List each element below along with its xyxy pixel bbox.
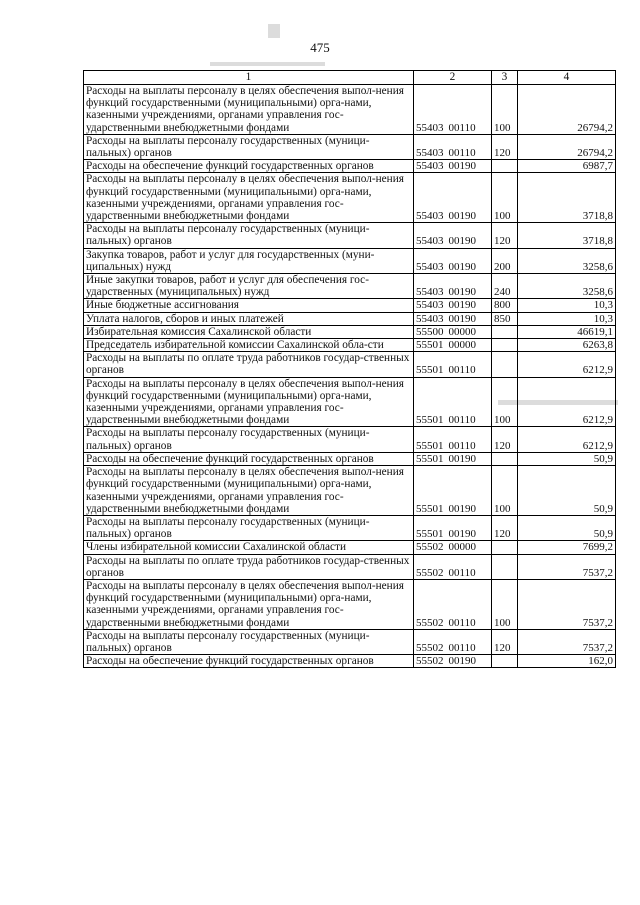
row-target-code: [414, 427, 492, 452]
table-row: [84, 134, 616, 159]
row-description: Расходы на выплаты по оплате труда работников государ-ственных органов: [84, 554, 414, 579]
code-program-part: 55403: [416, 160, 444, 173]
code-program-part: 55501: [416, 528, 444, 541]
row-expense-type: 100: [492, 466, 518, 516]
row-target-code: [414, 579, 492, 629]
code-program-part: 55502: [416, 641, 444, 654]
row-description: Расходы на выплаты персоналу государственных (муници-пальных) органов: [84, 629, 414, 654]
row-description: Избирательная комиссия Сахалинской области: [84, 325, 414, 338]
code-program-part: 55502: [416, 655, 444, 668]
row-amount: 6212,9: [518, 352, 616, 377]
row-amount: 6212,9: [518, 377, 616, 427]
table-row: [84, 452, 616, 465]
code-direction-part: 00000: [448, 325, 476, 338]
code-direction-part: 00110: [448, 616, 476, 629]
code-direction-part: 00000: [448, 339, 476, 352]
code-direction-part: 00190: [448, 160, 476, 173]
row-amount: 3258,6: [518, 248, 616, 273]
scan-noise-mark: [210, 62, 325, 66]
code-direction-part: 00110: [448, 414, 476, 427]
row-target-code: [414, 352, 492, 377]
row-target-code: [414, 85, 492, 135]
row-amount: 6212,9: [518, 427, 616, 452]
code-direction-part: 00190: [448, 655, 476, 668]
row-description: Расходы на обеспечение функций государственных органов: [84, 452, 414, 465]
row-target-code: [414, 325, 492, 338]
row-description: Расходы на выплаты по оплате труда работников государ-ственных органов: [84, 352, 414, 377]
table-row: [84, 554, 616, 579]
row-amount: 50,9: [518, 466, 616, 516]
row-target-code: [414, 452, 492, 465]
row-description: Расходы на выплаты персоналу в целях обеспечения выпол-нения функций государственными (муниципальными) орга-нами, казенными учреждениями, органами управления гос-ударственными внебюджетными фондами: [84, 377, 414, 427]
code-program-part: 55500: [416, 325, 444, 338]
table-row: [84, 629, 616, 654]
row-expense-type: 100: [492, 579, 518, 629]
code-program-part: 55501: [416, 414, 444, 427]
budget-table: [83, 70, 616, 668]
table-row: [84, 515, 616, 540]
table-row: [84, 223, 616, 248]
row-expense-type: [492, 655, 518, 668]
code-direction-part: 00190: [448, 452, 476, 465]
row-amount: 6987,7: [518, 160, 616, 173]
table-row: [84, 427, 616, 452]
row-expense-type: 100: [492, 85, 518, 135]
row-amount: 46619,1: [518, 325, 616, 338]
row-description: Закупка товаров, работ и услуг для государственных (муни-ципальных) нужд: [84, 248, 414, 273]
row-amount: 10,3: [518, 299, 616, 312]
table-row: [84, 325, 616, 338]
code-program-part: 55501: [416, 502, 444, 515]
row-target-code: [414, 541, 492, 554]
row-amount: 3718,8: [518, 173, 616, 223]
row-target-code: [414, 554, 492, 579]
row-description: Расходы на обеспечение функций государственных органов: [84, 160, 414, 173]
row-amount: 26794,2: [518, 85, 616, 135]
table-row: [84, 541, 616, 554]
code-direction-part: 00190: [448, 210, 476, 223]
row-description: Расходы на выплаты персоналу в целях обеспечения выпол-нения функций государственными (муниципальными) орга-нами, казенными учреждениями, органами управления гос-ударственными внебюджетными фондами: [84, 466, 414, 516]
row-amount: 10,3: [518, 312, 616, 325]
row-expense-type: 120: [492, 134, 518, 159]
code-direction-part: 00110: [448, 147, 476, 160]
row-amount: 7537,2: [518, 629, 616, 654]
row-amount: 50,9: [518, 515, 616, 540]
table-row: [84, 85, 616, 135]
code-direction-part: 00190: [448, 260, 476, 273]
row-description: Иные бюджетные ассигнования: [84, 299, 414, 312]
row-amount: 6263,8: [518, 339, 616, 352]
scan-noise-mark: [268, 24, 280, 38]
row-description: Расходы на выплаты персоналу государственных (муници-пальных) органов: [84, 134, 414, 159]
row-description: Уплата налогов, сборов и иных платежей: [84, 312, 414, 325]
code-program-part: 55403: [416, 210, 444, 223]
code-program-part: 55403: [416, 121, 444, 134]
code-program-part: 55502: [416, 616, 444, 629]
row-expense-type: [492, 352, 518, 377]
table-row: [84, 352, 616, 377]
code-direction-part: 00000: [448, 541, 476, 554]
row-description: Члены избирательной комиссии Сахалинской области: [84, 541, 414, 554]
row-amount: 7537,2: [518, 554, 616, 579]
row-description: Иные закупки товаров, работ и услуг для обеспечения гос-ударственных (муниципальных) нужд: [84, 274, 414, 299]
code-program-part: 55403: [416, 260, 444, 273]
table-row: [84, 655, 616, 668]
row-expense-type: 240: [492, 274, 518, 299]
row-expense-type: 120: [492, 427, 518, 452]
code-direction-part: 00190: [448, 528, 476, 541]
row-expense-type: 120: [492, 223, 518, 248]
row-expense-type: [492, 160, 518, 173]
row-amount: 3718,8: [518, 223, 616, 248]
table-header-row: [84, 71, 616, 85]
row-expense-type: 100: [492, 377, 518, 427]
table-row: [84, 339, 616, 352]
code-direction-part: 00190: [448, 235, 476, 248]
code-direction-part: 00190: [448, 312, 476, 325]
table-row: [84, 248, 616, 273]
table-row: [84, 579, 616, 629]
code-program-part: 55403: [416, 286, 444, 299]
row-description: Расходы на выплаты персоналу в целях обеспечения выпол-нения функций государственными (муниципальными) орга-нами, казенными учреждениями, органами управления гос-ударственными внебюджетными фондами: [84, 85, 414, 135]
row-description: Расходы на выплаты персоналу государственных (муници-пальных) органов: [84, 427, 414, 452]
code-program-part: 55403: [416, 235, 444, 248]
code-direction-part: 00190: [448, 502, 476, 515]
row-expense-type: 850: [492, 312, 518, 325]
column-header-expense-type: 3: [492, 71, 518, 85]
code-direction-part: 00110: [448, 641, 476, 654]
code-program-part: 55501: [416, 452, 444, 465]
row-expense-type: 100: [492, 173, 518, 223]
row-target-code: [414, 160, 492, 173]
row-expense-type: 120: [492, 515, 518, 540]
code-program-part: 55501: [416, 439, 444, 452]
code-program-part: 55403: [416, 312, 444, 325]
code-program-part: 55403: [416, 147, 444, 160]
row-target-code: [414, 515, 492, 540]
code-direction-part: 00190: [448, 286, 476, 299]
column-header-target-code: 2: [414, 71, 492, 85]
row-target-code: [414, 299, 492, 312]
row-description: Расходы на выплаты персоналу государственных (муници-пальных) органов: [84, 223, 414, 248]
row-amount: 50,9: [518, 452, 616, 465]
row-amount: 3258,6: [518, 274, 616, 299]
row-expense-type: [492, 325, 518, 338]
table-row: [84, 173, 616, 223]
code-program-part: 55501: [416, 339, 444, 352]
row-target-code: [414, 223, 492, 248]
row-expense-type: 200: [492, 248, 518, 273]
table-row: [84, 312, 616, 325]
row-description: Расходы на выплаты персоналу в целях обеспечения выпол-нения функций государственными (муниципальными) орга-нами, казенными учреждениями, органами управления гос-ударственными внебюджетными фондами: [84, 173, 414, 223]
table-row: [84, 299, 616, 312]
row-target-code: [414, 312, 492, 325]
code-program-part: 55502: [416, 541, 444, 554]
code-direction-part: 00110: [448, 121, 476, 134]
row-amount: 7537,2: [518, 579, 616, 629]
code-direction-part: 00110: [448, 566, 476, 579]
row-description: Расходы на выплаты персоналу государственных (муници-пальных) органов: [84, 515, 414, 540]
row-expense-type: [492, 339, 518, 352]
table-row: [84, 377, 616, 427]
row-description: Расходы на выплаты персоналу в целях обеспечения выпол-нения функций государственными (муниципальными) орга-нами, казенными учреждениями, органами управления гос-ударственными внебюджетными фондами: [84, 579, 414, 629]
column-header-description: 1: [84, 71, 414, 85]
row-target-code: [414, 339, 492, 352]
code-direction-part: 00110: [448, 364, 476, 377]
row-target-code: [414, 629, 492, 654]
row-expense-type: [492, 541, 518, 554]
column-header-amount: 4: [518, 71, 616, 85]
row-expense-type: 120: [492, 629, 518, 654]
row-target-code: [414, 466, 492, 516]
code-program-part: 55501: [416, 364, 444, 377]
row-target-code: [414, 134, 492, 159]
row-expense-type: 800: [492, 299, 518, 312]
code-direction-part: 00110: [448, 439, 476, 452]
row-amount: 162,0: [518, 655, 616, 668]
row-target-code: [414, 377, 492, 427]
row-target-code: [414, 274, 492, 299]
code-program-part: 55502: [416, 566, 444, 579]
page-number: 475: [310, 40, 330, 55]
row-amount: 26794,2: [518, 134, 616, 159]
table-row: [84, 466, 616, 516]
code-direction-part: 00190: [448, 299, 476, 312]
row-description: Председатель избирательной комиссии Сахалинской обла-сти: [84, 339, 414, 352]
row-amount: 7699,2: [518, 541, 616, 554]
row-expense-type: [492, 452, 518, 465]
row-target-code: [414, 173, 492, 223]
code-program-part: 55403: [416, 299, 444, 312]
row-target-code: [414, 655, 492, 668]
table-row: [84, 160, 616, 173]
table-body: [84, 85, 616, 668]
row-expense-type: [492, 554, 518, 579]
row-target-code: [414, 248, 492, 273]
row-description: Расходы на обеспечение функций государственных органов: [84, 655, 414, 668]
table-row: [84, 274, 616, 299]
